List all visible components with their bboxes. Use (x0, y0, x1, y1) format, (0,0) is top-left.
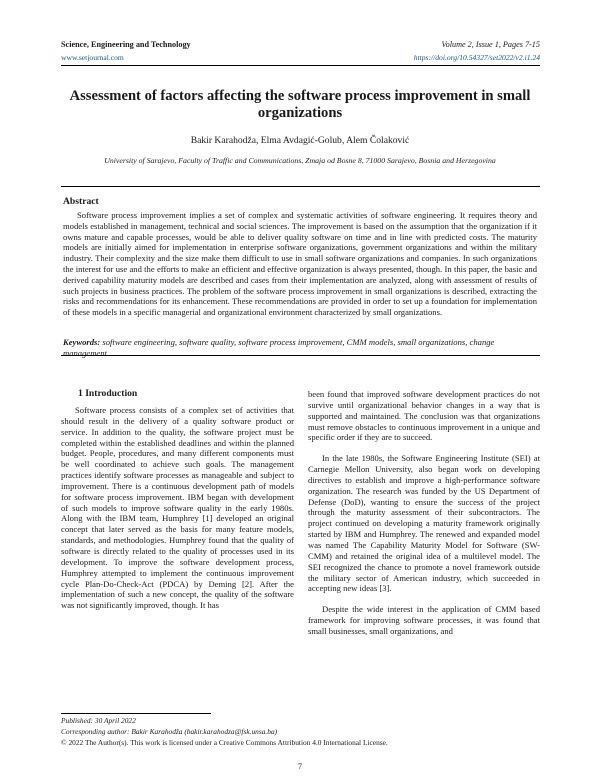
page-number: 7 (298, 762, 302, 771)
body-column-right (308, 389, 540, 637)
doi-link[interactable]: https://doi.org/10.54327/set2022/v2.i1.24 (413, 53, 540, 62)
footnote-divider (61, 713, 211, 714)
abstract-heading: Abstract (63, 196, 99, 207)
author-list: Bakir Karahodža, Elma Avdagić-Golub, Alem Čolaković (190, 135, 410, 146)
keywords-list: software engineering, software quality, software process improvement, CMM models, small organizations, change management (63, 337, 495, 358)
corresponding-author: Corresponding author: Bakir Karahodža (bakir.karahodza@fsk.unsa.ba) (61, 727, 278, 736)
header-divider (61, 65, 540, 66)
paper-title: Assessment of factors affecting the software process improvement in small organizations (69, 88, 531, 121)
volume-issue-pages: Volume 2, Issue 1, Pages 7-15 (441, 40, 540, 49)
paragraph: In the late 1980s, the Software Engineering Institute (SEI) at Carnegie Mellon University, also began work on developing directives to establish and improve a high-performance software organization. The research was funded by the US Department of Defense (DoD), wanting to ensure the success of the project through the maturity assessment of their subcontractors. The project continued on developing a maturity framework originally started by IBM and Humphrey. The renewed and expanded model was named The Capability Maturity Model for Software (SW-CMM) and retained the original idea of a multilevel model. The SEI recognized the chance to promote a novel framework outside the military sector of American industry, which succeeded in accepting new ideas [3]. (308, 453, 540, 594)
section-heading-introduction: 1 Introduction (78, 388, 138, 399)
keywords (63, 337, 537, 358)
author-affiliation: University of Sarajevo, Faculty of Traffic and Communications, Zmaja od Bosne 8, 71000 Sarajevo, Bosnia and Herzegovina (104, 156, 496, 165)
abstract-text: Software process improvement implies a set of complex and systematic activities of software engineering. It requires theory and models established in management, technical and social sciences. The improvement is based on the assumption that the organization if it owns mature and capable processes, would be able to deliver quality software on time and in line with predicted costs. The maturity models are initially aimed for implementation in enterprise software organizations, government organizations and within the military industry. Their complexity and the size make them difficult to use in small software organizations and companies. In such organizations the interest for use and the efforts to make an efficient and effective organization is always presented, though. In this paper, the basic and derived capability maturity models are described and cases from their implementation are analyzed, along with assessment of results of such projects in business practices. The problem of the software process improvement in small organizations is described, extracting the risks and recommendations for its enhancement. These recommendations are provided in order to set up a foundation for implementation of these models in a specific managerial and organizational environment characterized by small organizations. (63, 210, 537, 318)
paragraph: been found that improved software development practices do not survive until organizational behavior changes in a way that is supported and maintained. The conclusion was that organizations must remove obstacles to continuous improvement in a unique and specific order if they are to succeed. (308, 389, 540, 443)
published-date: Published: 30 April 2022 (61, 716, 136, 725)
journal-name: Science, Engineering and Technology (61, 40, 191, 49)
paragraph: Despite the wide interest in the application of CMM based framework for improving software processes, it was found that small businesses, small organizations, and (308, 604, 540, 636)
keywords-label: Keywords: (63, 337, 101, 347)
license-notice: © 2022 The Author(s). This work is licensed under a Creative Commons Attribution 4.0 International License. (61, 738, 388, 747)
journal-website-link[interactable]: www.setjournal.com (61, 53, 124, 62)
paragraph: Software process consists of a complex set of activities that should result in the delivery of a quality software product or service. In addition to the quality, the software project must be completed within the established deadlines and within the planned budget. People, procedures, and many different components must be well coordinated to achieve such goals. The management practices identify software processes as manageable and subject to improvement. There is a continuous development path of models for software process improvement. IBM began with development of such models to improve software quality in the early 1980s. Along with the IBM team, Humphrey [1] developed an original concept that later served as the basis for many feature models, standards, and methodologies. Humphrey found that the quality of software is directly related to the quality of processes used in its development. To improve the software development process, Humphrey attempted to implement the continuous improvement cycle Plan-Do-Check-Act (PDCA) by Deming [2]. After the implementation of such a new concept, the quality of the software was not significantly improved, though. It has (61, 405, 294, 611)
body-column-left (61, 405, 294, 611)
